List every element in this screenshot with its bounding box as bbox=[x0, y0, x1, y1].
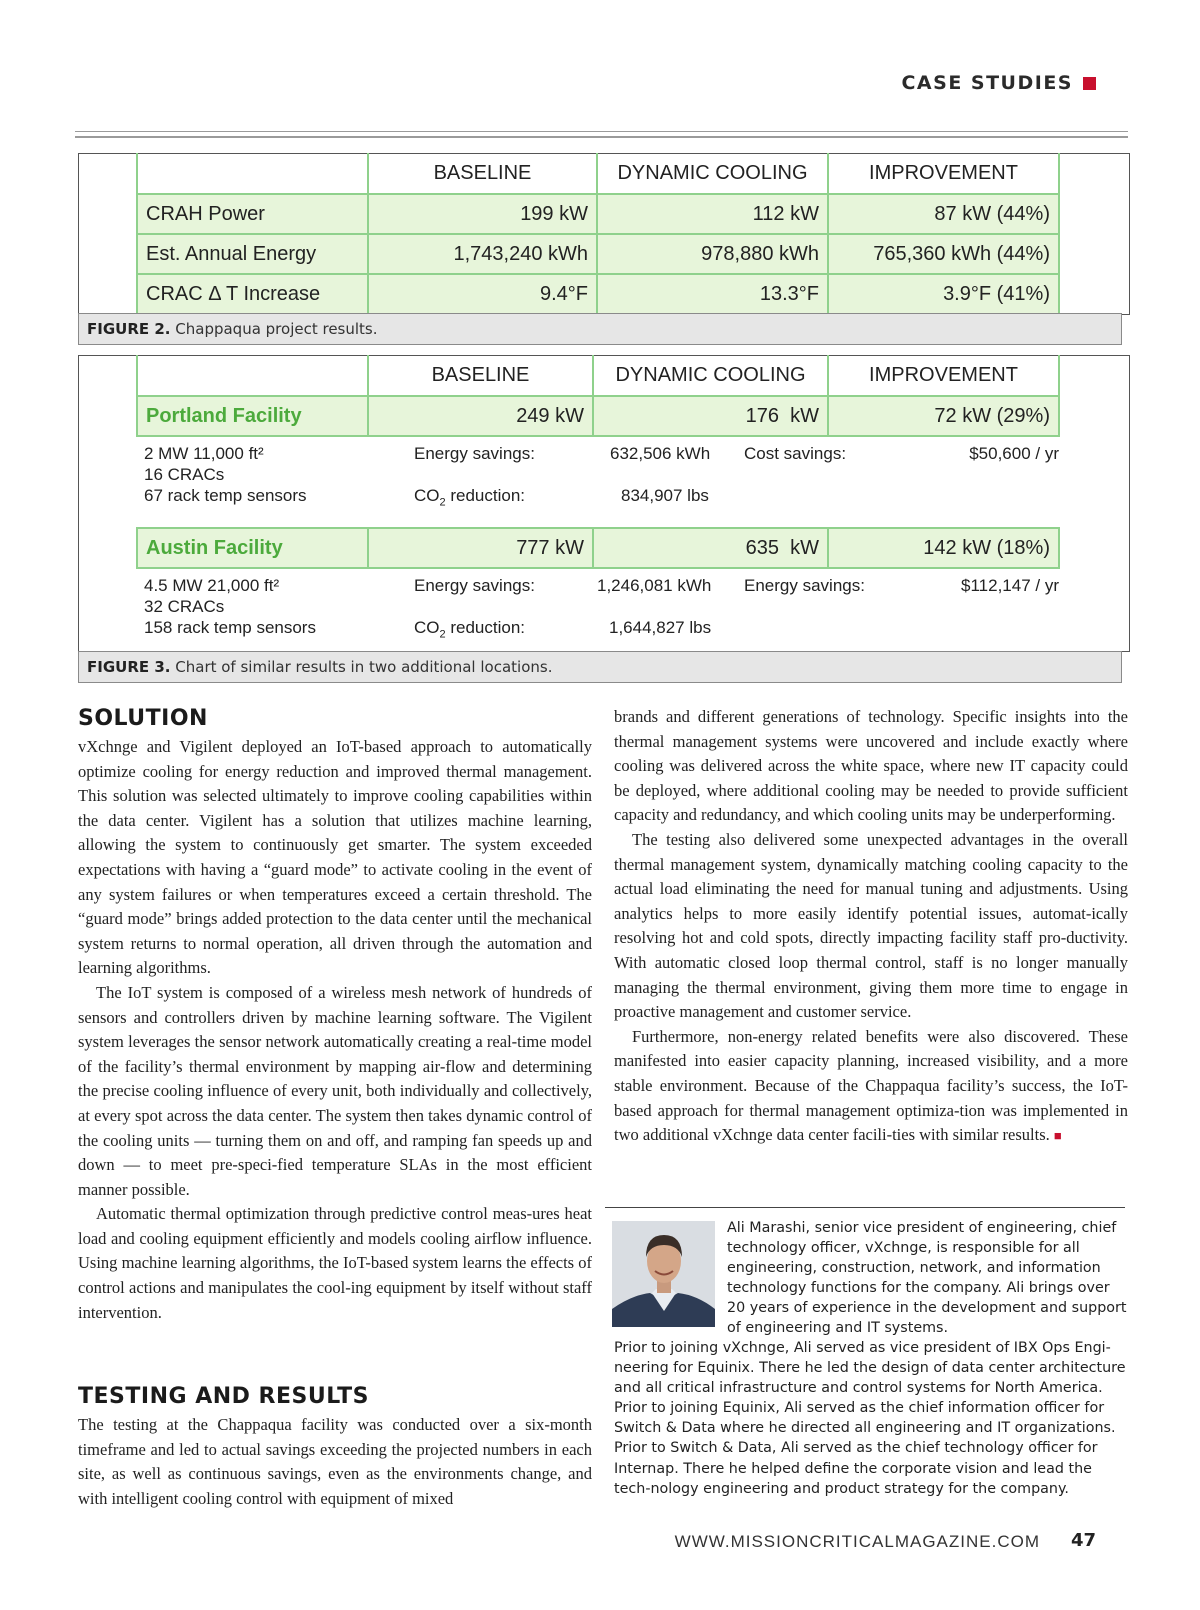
paragraph: The testing at the Chappaqua facility was conducted over a six-month timeframe and led to actual savings exceeding the projected numbers in each site, as well as continuous savings, even as the environments change, and with intelligent cooling control with equipment of mixed bbox=[78, 1415, 592, 1508]
fig2-cell: 112 kW bbox=[596, 193, 829, 235]
paragraph: Automatic thermal optimization through predictive control meas-ures heat load and cooling equipment efficiently and models cooling airflow influence. Using machine learning algorithms, the IoT-based system learns the effects of control actions and manipulates the cool-ing equipment by itself without staff intervention. bbox=[78, 1204, 592, 1322]
paragraph: brands and different generations of technology. Specific insights into the thermal management systems were uncovered and include exactly where cooling was delivered across the white space, where new IT capacity could be deployed, where additional cooling may be needed to provide sufficient capacity and redundancy, and which cooling units may be underperforming. bbox=[614, 707, 1128, 825]
fig2-header-improvement: IMPROVEMENT bbox=[827, 153, 1060, 195]
portland-cost-value: $50,600 / yr bbox=[969, 444, 1059, 463]
fig3-cell: 635 kW bbox=[592, 527, 829, 569]
bio-rest: Prior to joining vXchnge, Ali served as vice president of IBX Ops Engi-neering for Equinix. There he led the design of data center architecture and all critical infrastructure and control systems for North America. Prior to joining Equinix, Ali served as the chief information officer for Switch & Data where he directed all engineering and IT organizations. Prior to Switch & Data, Ali served as the chief technology officer for Internap. There he helped define the corporate vision and lead the tech-nology engineering and product strategy for the company. bbox=[614, 1340, 1126, 1497]
figure-2-caption bbox=[78, 313, 1122, 345]
figure-3-caption bbox=[78, 651, 1122, 683]
figure-3-caption-label: FIGURE 3. bbox=[87, 658, 171, 676]
fig2-header-dynamic: DYNAMIC COOLING bbox=[596, 153, 829, 195]
paragraph: vXchnge and Vigilent deployed an IoT-based approach to automatically optimize cooling for energy reduction and improved thermal management. This solution was selected ultimately to improve cooling capabilities within the data center. Vigilent has a solution that utilizes machine learning, allowing the system to continuously get smarter. The system exceeded expectations with having a “guard mode” to activate cooling in the event of any system failures or when temperatures exceed a certain threshold. The “guard mode” brings added protection to the data center until the mechanical system returns to normal operation, all driven through the automation and learning algorithms. bbox=[78, 737, 592, 978]
testing-body bbox=[78, 1413, 592, 1511]
fig3-cell: 142 kW (18%) bbox=[827, 527, 1060, 569]
portland-spec: 67 rack temp sensors bbox=[144, 486, 307, 505]
fig2-header-empty bbox=[136, 153, 369, 195]
portland-energy-label: Energy savings: bbox=[414, 444, 535, 463]
fig2-cell: 1,743,240 kWh bbox=[367, 233, 598, 275]
end-mark-icon: ■ bbox=[1053, 1128, 1062, 1144]
fig3-header-dynamic: DYNAMIC COOLING bbox=[592, 355, 829, 397]
testing-heading: TESTING AND RESULTS bbox=[78, 1384, 369, 1409]
red-square-icon bbox=[1083, 77, 1096, 90]
fig3-cell: 176 kW bbox=[592, 395, 829, 437]
austin-facility-label: Austin Facility bbox=[136, 527, 369, 569]
fig2-row-label: CRAH Power bbox=[136, 193, 369, 235]
austin-cost-label: Energy savings: bbox=[744, 576, 865, 595]
fig3-header-baseline: BASELINE bbox=[367, 355, 594, 397]
fig3-cell: 777 kW bbox=[367, 527, 594, 569]
solution-body bbox=[78, 735, 592, 1325]
header-rule bbox=[75, 131, 1128, 138]
austin-spec: 32 CRACs bbox=[144, 597, 225, 616]
austin-spec: 158 rack temp sensors bbox=[144, 618, 316, 637]
bio-intro: Ali Marashi, senior vice president of engineering, chief technology officer, vXchnge, is responsible for all engineering, construction, network, and information technology functions for the company. Ali brings over 20 years of experience in the development and support of engineering and IT systems. bbox=[727, 1220, 1127, 1337]
austin-spec: 4.5 MW 21,000 ft² bbox=[144, 576, 280, 595]
portland-energy-value: 632,506 kWh bbox=[610, 444, 711, 463]
fig3-cell: 72 kW (29%) bbox=[827, 395, 1060, 437]
fig2-cell: 13.3°F bbox=[596, 273, 829, 315]
fig3-cell: 249 kW bbox=[367, 395, 594, 437]
austin-energy-label: Energy savings: bbox=[414, 576, 535, 595]
fig2-cell: 199 kW bbox=[367, 193, 598, 235]
portland-facility-label: Portland Facility bbox=[136, 395, 369, 437]
author-photo bbox=[612, 1221, 715, 1327]
fig2-header-baseline: BASELINE bbox=[367, 153, 598, 195]
fig2-cell: 9.4°F bbox=[367, 273, 598, 315]
figure-2-table bbox=[78, 153, 1130, 315]
section-title: CASE STUDIES bbox=[901, 72, 1073, 94]
fig2-cell: 978,880 kWh bbox=[596, 233, 829, 275]
fig2-cell: 3.9°F (41%) bbox=[827, 273, 1060, 315]
fig2-row-label: Est. Annual Energy bbox=[136, 233, 369, 275]
portland-spec: 16 CRACs bbox=[144, 465, 225, 484]
paragraph: Furthermore, non-energy related benefits were also discovered. These manifested into easier capacity planning, increased visibility, and a more stable environment. Because of the Chappaqua facility’s success, the IoT-based approach for thermal management optimiza-tion was implemented in two additional vXchnge data center facili-ties with similar results. ■ bbox=[614, 1026, 1128, 1145]
fig2-row-label: CRAC Δ T Increase bbox=[136, 273, 369, 315]
bio-rule bbox=[605, 1207, 1125, 1208]
fig3-header-empty bbox=[136, 355, 369, 397]
portland-cost-label: Cost savings: bbox=[744, 444, 847, 463]
paragraph: The IoT system is composed of a wireless mesh network of hundreds of sensors and controllers driven by machine learning software. The Vigilent system leverages the sensor network automatically creating a real-time model of the facility’s thermal environment by mapping air-flow and determining the precise cooling influence of every unit, both individually and collectively, at every spot across the data center. The system then takes dynamic control of the cooling units — turning them on and off, and ramping fan speeds up and down — to meet pre-speci-fied temperature SLAs in the most efficient manner possible. bbox=[78, 982, 592, 1199]
portland-co2-label: $CO_2$ reduction: bbox=[414, 486, 526, 509]
figure-3-caption-text: Chart of similar results in two additional locations. bbox=[175, 658, 553, 676]
portland-co2-value: 834,907 lbs bbox=[621, 486, 709, 505]
austin-cost-value: $112,147 / yr bbox=[961, 576, 1059, 595]
footer-url: WWW.MISSIONCRITICALMAGAZINE.COM bbox=[674, 1532, 1040, 1551]
austin-co2-value: 1,644,827 lbs bbox=[609, 618, 712, 637]
austin-energy-value: 1,246,081 kWh bbox=[597, 576, 712, 595]
section-label bbox=[901, 72, 1096, 94]
figure-3-table bbox=[78, 355, 1130, 652]
right-column-body bbox=[614, 705, 1128, 1149]
portland-spec: 2 MW 11,000 ft² bbox=[144, 444, 264, 463]
figure-2-caption-label: FIGURE 2. bbox=[87, 320, 171, 338]
solution-heading: SOLUTION bbox=[78, 706, 208, 731]
paragraph: The testing also delivered some unexpected advantages in the overall thermal management system, dynamically matching cooling capacity to the actual load eliminating the need for manual tuning and adjustments. Using analytics helps to more easily identify potential issues, automat-ically resolving hot and cold spots, directly impacting facility staff pro-ductivity. With automatic closed loop thermal control, staff is no longer manually managing the thermal environment, giving them more time to engage in proactive management and customer service. bbox=[614, 829, 1128, 1022]
author-portrait-icon bbox=[612, 1221, 715, 1327]
fig3-header-improvement: IMPROVEMENT bbox=[827, 355, 1060, 397]
page-number: 47 bbox=[1070, 1530, 1096, 1551]
fig2-cell: 87 kW (44%) bbox=[827, 193, 1060, 235]
figure-2-caption-text: Chappaqua project results. bbox=[175, 320, 378, 338]
fig2-cell: 765,360 kWh (44%) bbox=[827, 233, 1060, 275]
austin-co2-label: $CO_2$ reduction: bbox=[414, 618, 526, 641]
